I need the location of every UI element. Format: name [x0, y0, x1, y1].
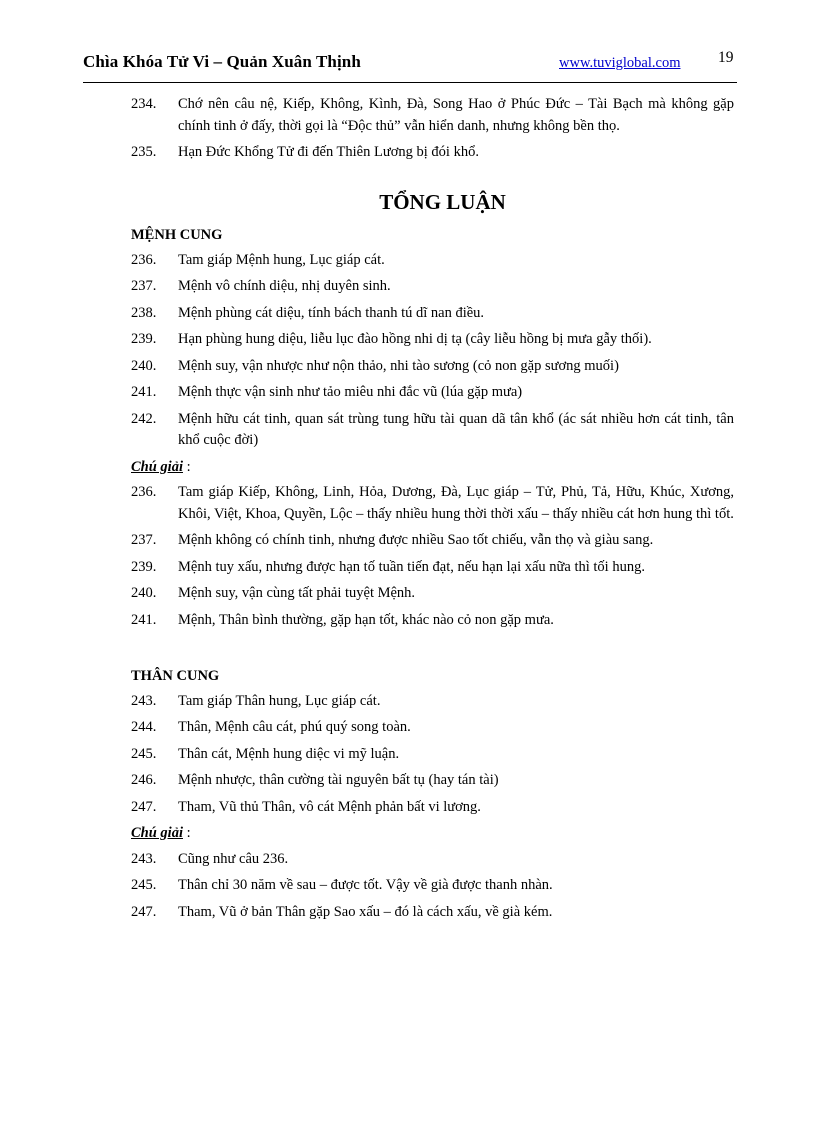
- item-number: 246.: [131, 772, 157, 788]
- note-colon: :: [182, 458, 191, 475]
- item-text: Mệnh suy, vận cùng tất phải tuyệt Mệnh.: [178, 585, 416, 601]
- section-title: TỔNG LUẬN: [379, 189, 506, 214]
- item-number: 247.: [131, 903, 157, 920]
- item-text: Hạn Đức Khổng Tử đi đến Thiên Lương bị đói khổ.: [178, 144, 479, 160]
- item-text: Mệnh phùng cát diệu, tính bách thanh tú dĩ nan điều.: [178, 304, 485, 321]
- item-text: Cũng như câu 236.: [178, 850, 289, 867]
- note-item: [131, 530, 734, 552]
- item-number: 242.: [131, 410, 157, 427]
- note-colon: :: [182, 825, 191, 841]
- list-item: [131, 717, 734, 739]
- item-text: Thân cát, Mệnh hung diệc vi mỹ luận.: [178, 745, 400, 762]
- item-text: Mệnh suy, vận nhược như nộn thảo, nhi tào sương (cỏ non gặp sương muối): [178, 357, 619, 374]
- list-item: [131, 250, 734, 272]
- item-text: Chớ nên câu nệ, Kiếp, Không, Kình, Đà, Song Hao ở Phúc Đức – Tài Bạch mà không gặp chính tinh ở đấy, thời gọi là “Độc thủ” vẫn hiển danh, nhưng không bền thọ.: [178, 96, 734, 134]
- spacer: [131, 636, 734, 662]
- note-item: [131, 583, 734, 605]
- item-text: Mệnh không có chính tinh, nhưng được nhiều Sao tốt chiếu, vẫn thọ và giàu sang.: [178, 532, 654, 548]
- page-number: 19: [718, 49, 734, 66]
- item-text: Mệnh nhược, thân cường tài nguyên bất tụ (hay tán tài): [178, 772, 499, 788]
- note-heading: [131, 457, 734, 479]
- item-number: 236.: [131, 484, 157, 500]
- list-item: [131, 382, 734, 404]
- item-text: Hạn phùng hung diệu, liễu lục đào hồng nhi dị tạ (cây liễu hồng bị mưa gẫy thối).: [178, 331, 652, 347]
- item-number: 239.: [131, 331, 157, 347]
- page-content: [131, 94, 734, 928]
- header-divider: [83, 82, 737, 83]
- item-number: 238.: [131, 304, 157, 321]
- item-text: Tham, Vũ ở bản Thân gặp Sao xấu – đó là cách xấu, về già kém.: [178, 903, 553, 920]
- item-number: 244.: [131, 719, 157, 735]
- note-item: [131, 557, 734, 579]
- item-text: Tham, Vũ thủ Thân, vô cát Mệnh phản bất vi lương.: [178, 798, 481, 815]
- item-number: 241.: [131, 384, 157, 400]
- list-item: [131, 329, 734, 351]
- note-item: [131, 849, 734, 871]
- item-text: Mệnh vô chính diệu, nhị duyên sinh.: [178, 278, 391, 294]
- list-item: [131, 691, 734, 713]
- page-header: [83, 49, 734, 82]
- note-item: [131, 482, 734, 525]
- item-number: 237.: [131, 278, 157, 294]
- item-text: Tam giáp Kiếp, Không, Linh, Hỏa, Dương, Đà, Lục giáp – Tử, Phủ, Tả, Hữu, Khúc, Xương, Khôi, Việt, Khoa, Quyền, Lộc – thấy nhiều hung thời thời xấu – thấy nhiều cát hơn hung thì tốt.: [178, 484, 734, 522]
- website-link[interactable]: www.tuviglobal.com: [559, 55, 681, 71]
- menh-cung-heading: MỆNH CUNG: [131, 227, 223, 243]
- item-text: Thân, Mệnh câu cát, phú quý song toàn.: [178, 719, 411, 735]
- list-item: [131, 276, 734, 298]
- note-label: Chú giải: [131, 458, 183, 475]
- item-number: 240.: [131, 357, 157, 374]
- list-item: [131, 744, 734, 766]
- item-text: Thân chỉ 30 năm về sau – được tốt. Vậy về già được thanh nhàn.: [178, 877, 553, 893]
- item-number: 235.: [131, 144, 157, 160]
- item-number: 247.: [131, 798, 157, 815]
- list-item: [131, 142, 734, 164]
- note-item: [131, 610, 734, 632]
- item-number: 236.: [131, 251, 157, 268]
- note-label: Chú giải: [131, 825, 183, 841]
- item-text: Mệnh tuy xấu, nhưng được hạn tố tuần tiến đạt, nếu hạn lại xấu nữa thì tối hung.: [178, 558, 645, 575]
- than-cung-heading: THÂN CUNG: [131, 668, 220, 684]
- item-number: 245.: [131, 745, 157, 762]
- item-number: 245.: [131, 877, 157, 893]
- item-number: 243.: [131, 850, 157, 867]
- note-heading: [131, 823, 734, 845]
- list-item: [131, 409, 734, 452]
- list-item: [131, 356, 734, 378]
- item-text: Tam giáp Mệnh hung, Lục giáp cát.: [178, 251, 385, 268]
- item-number: 234.: [131, 96, 157, 112]
- list-item: [131, 797, 734, 819]
- list-item: [131, 770, 734, 792]
- item-number: 240.: [131, 585, 157, 601]
- list-item: [131, 94, 734, 137]
- item-text: Mệnh, Thân bình thường, gặp hạn tốt, khác nào cỏ non gặp mưa.: [178, 611, 554, 628]
- note-item: [131, 875, 734, 897]
- item-number: 241.: [131, 611, 157, 628]
- item-text: Tam giáp Thân hung, Lục giáp cát.: [178, 692, 381, 709]
- item-number: 237.: [131, 532, 157, 548]
- item-text: Mệnh thực vận sinh như tảo miêu nhi đắc vũ (lúa gặp mưa): [178, 384, 523, 400]
- book-title: Chìa Khóa Tử Vi – Quản Xuân Thịnh: [83, 52, 361, 71]
- item-number: 239.: [131, 558, 157, 575]
- item-number: 243.: [131, 692, 157, 709]
- note-item: [131, 902, 734, 924]
- list-item: [131, 303, 734, 325]
- item-text: Mệnh hữu cát tinh, quan sát trùng tung hữu tài quan dã tân khổ (ác sát nhiều hơn cát tinh, tân khổ cuộc đời): [178, 410, 734, 448]
